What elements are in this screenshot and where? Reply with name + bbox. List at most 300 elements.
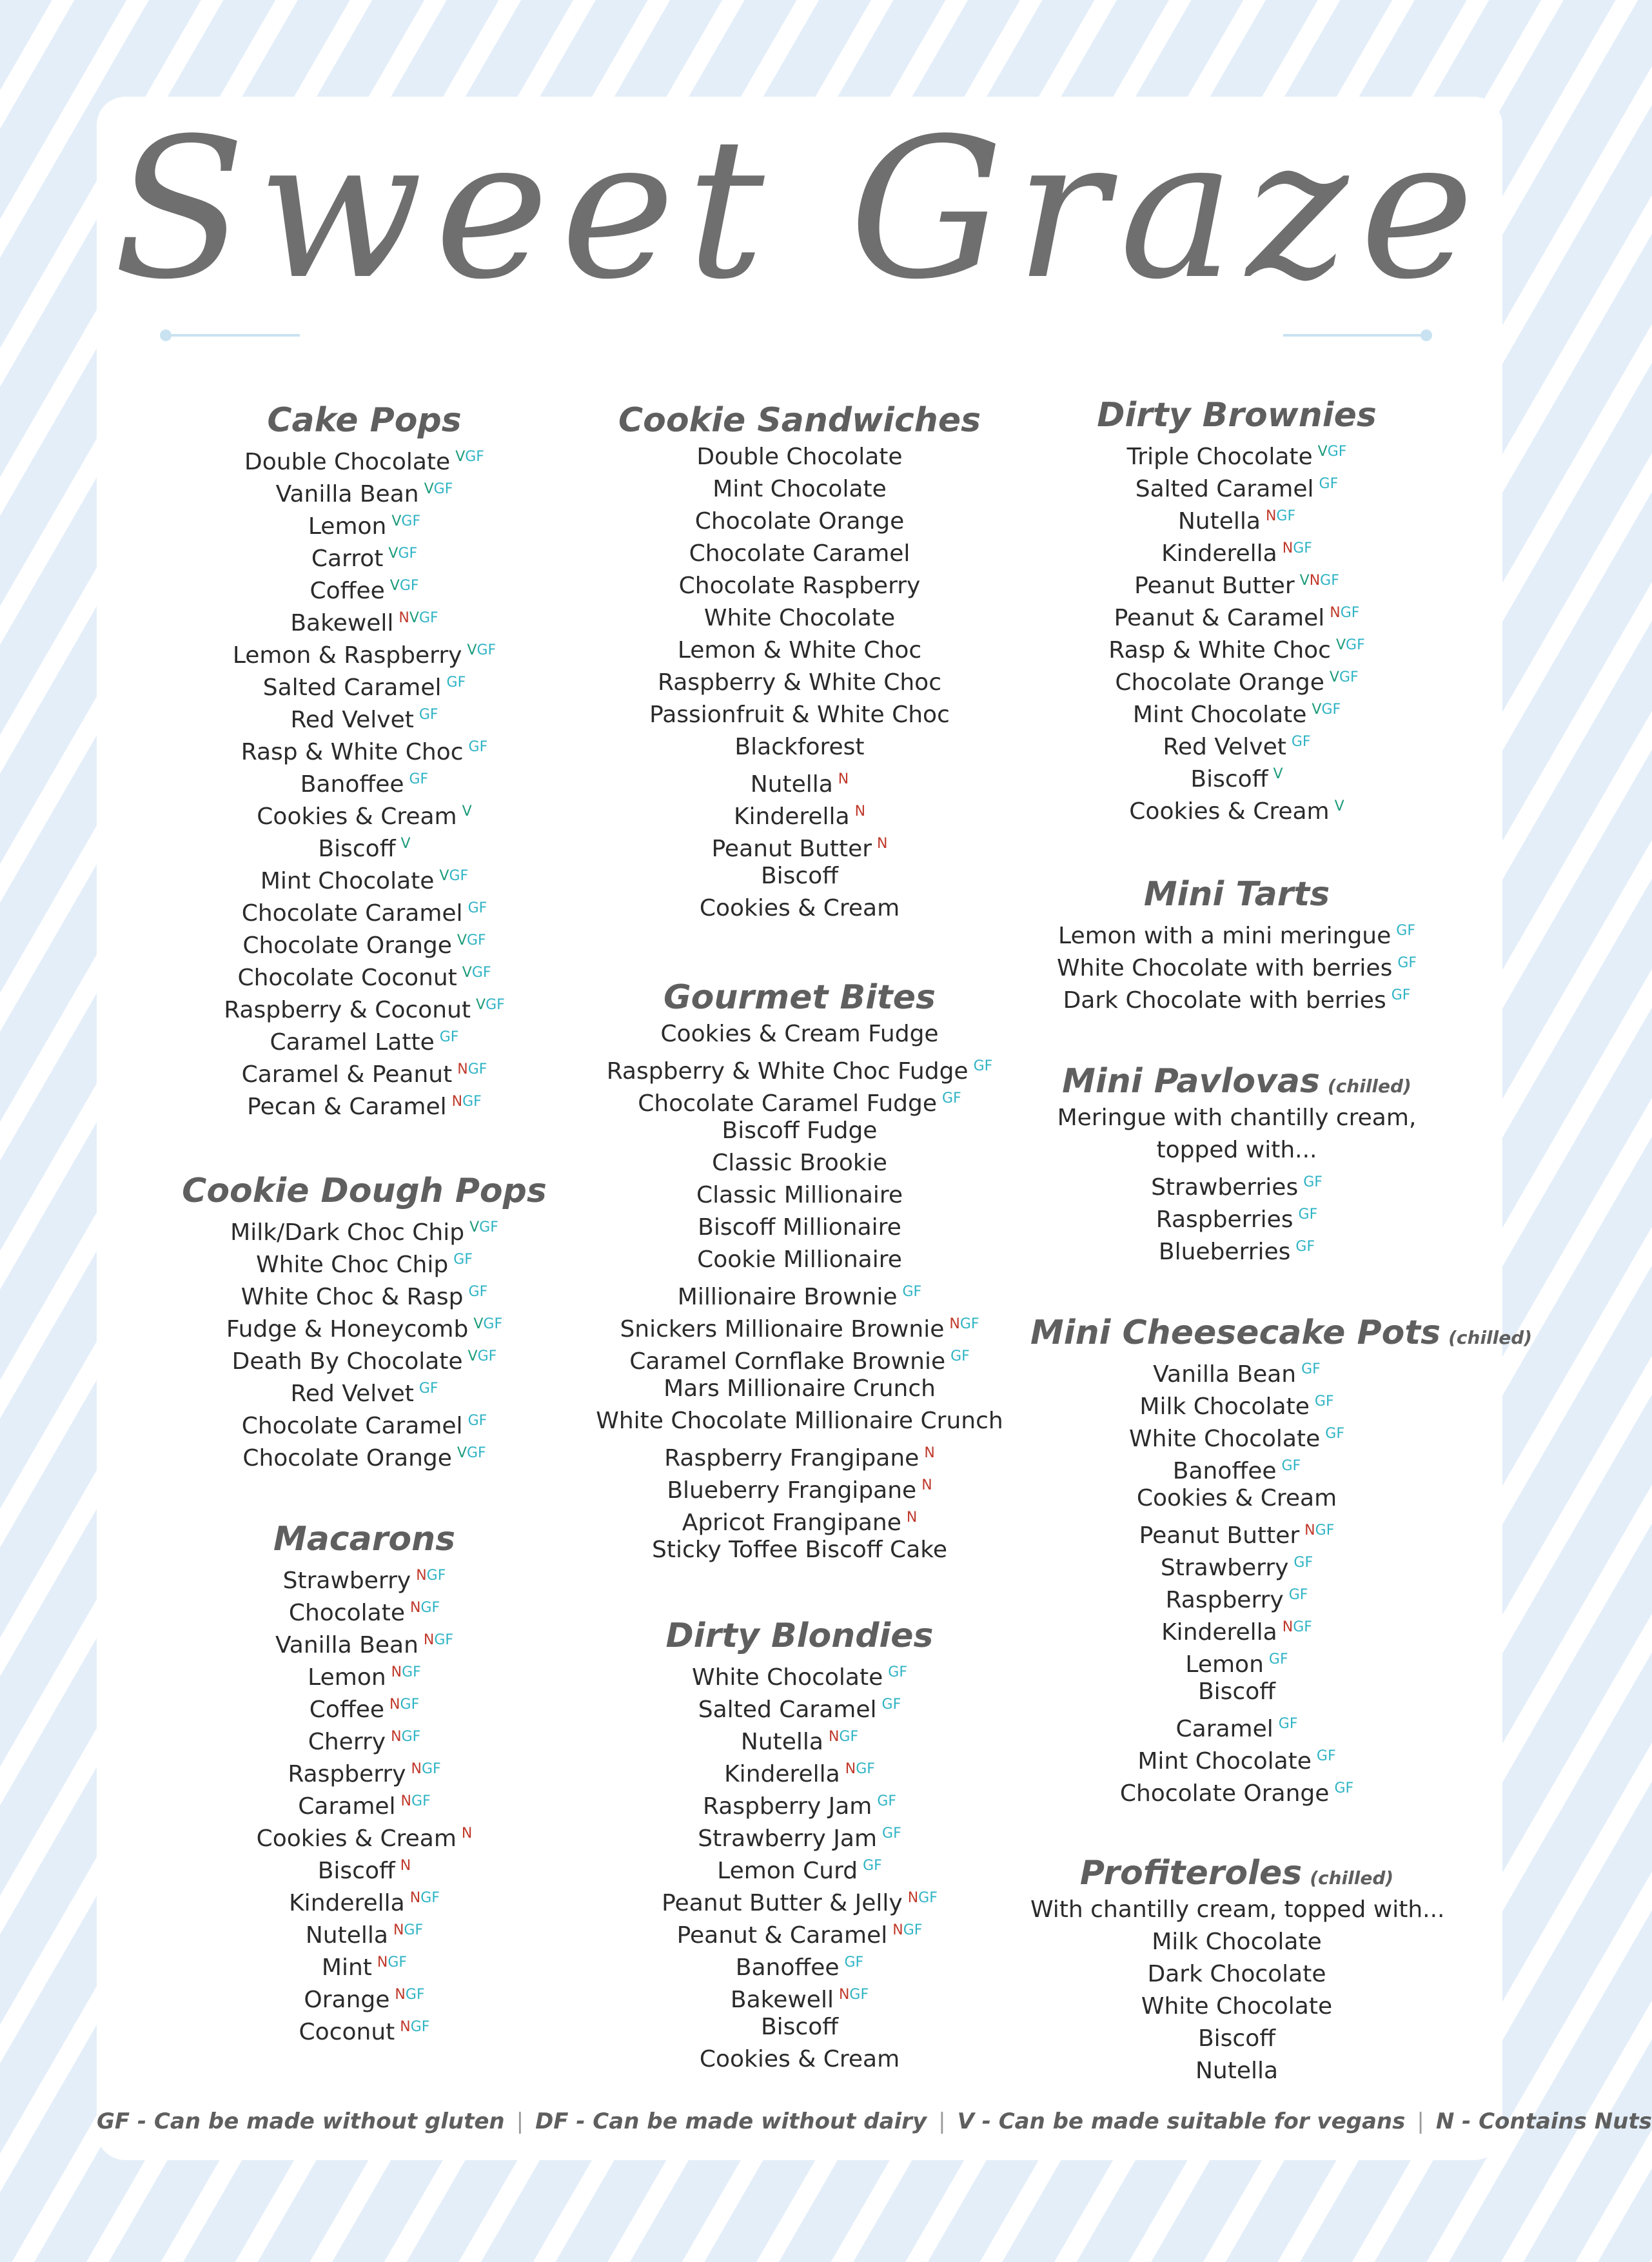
dietary-tag-letter: GF: [1391, 987, 1411, 1003]
dietary-tag-letter: GF: [409, 771, 429, 787]
dietary-tags: [1318, 444, 1347, 460]
menu-item: [593, 2043, 1006, 2076]
menu-item-name: Nutella: [1195, 2058, 1279, 2084]
dietary-tags: [453, 1252, 473, 1268]
dietary-tag-letter: N: [907, 1890, 919, 1906]
menu-item-name: Vanilla Bean: [1153, 1361, 1297, 1388]
menu-item: [1030, 694, 1443, 726]
dietary-tag-letter: GF: [1340, 605, 1360, 621]
dietary-tags: [424, 481, 453, 497]
dietary-tag-letter: N: [400, 2019, 411, 2035]
menu-item-name: Lemon Curd: [717, 1858, 858, 1884]
dietary-tag-letter: GF: [404, 1922, 424, 1938]
menu-item-name: Caramel Cornflake Brownie: [629, 1348, 946, 1375]
menu-item-name: Caramel Latte: [270, 1029, 435, 1056]
menu-item-name: Raspberry Frangipane: [664, 1445, 919, 1471]
dietary-tag-letter: GF: [1315, 1522, 1335, 1539]
dietary-tag-letter: V: [424, 481, 434, 497]
menu-item: [1030, 629, 1443, 662]
menu-item-name: Dark Chocolate with berries: [1063, 987, 1386, 1014]
menu-item-name: Kinderella: [724, 1761, 840, 1787]
dietary-tags: [457, 1061, 487, 1077]
dietary-tag-letter: GF: [1346, 637, 1365, 653]
menu-item: [158, 667, 571, 699]
dietary-tags: [467, 642, 496, 658]
dietary-tag-letter: N: [391, 1664, 402, 1680]
menu-section: [1030, 1312, 1533, 1807]
section-heading-note: (chilled): [1327, 1076, 1411, 1097]
menu-item-name: Chocolate Caramel Fudge: [638, 1090, 937, 1117]
dietary-tags: [1304, 1522, 1334, 1539]
menu-item: [593, 1689, 1006, 1721]
menu-item: [593, 892, 1006, 925]
menu-item: [593, 441, 1006, 473]
dietary-tag-letter: N: [398, 610, 409, 626]
menu-item: [593, 1147, 1006, 1179]
menu-item-name: Red Velvet: [290, 707, 414, 733]
dietary-tags: [974, 1058, 993, 1074]
dietary-tag-letter: N: [906, 1510, 918, 1526]
dietary-tags: [1295, 1239, 1315, 1255]
menu-item: [593, 1753, 1006, 1785]
dietary-tag-letter: GF: [467, 900, 487, 916]
menu-item-name: Strawberries: [1151, 1174, 1299, 1201]
dietary-tag-letter: GF: [462, 1094, 482, 1110]
menu-section: [593, 400, 1006, 925]
menu-item: [593, 602, 1006, 634]
menu-item: [158, 699, 571, 731]
menu-item-name: Milk Chocolate: [1152, 1929, 1322, 1955]
menu-item-name: Lemon: [1185, 1651, 1264, 1678]
dietary-tag-letter: GF: [888, 1664, 907, 1680]
dietary-tag-letter: GF: [466, 1445, 486, 1461]
dietary-tag-letter: GF: [453, 1252, 473, 1268]
dietary-tags: [882, 1825, 901, 1842]
dietary-tag-letter: GF: [405, 1987, 425, 2003]
menu-item-name: Biscoff: [760, 863, 839, 889]
legend-separator: |: [1417, 2109, 1424, 2134]
menu-item: [1030, 533, 1443, 565]
dietary-tags: [829, 1729, 858, 1745]
menu-item: [158, 989, 571, 1021]
section-heading: [1030, 1853, 1443, 1894]
dietary-tags: [398, 610, 438, 626]
dietary-tags: [416, 1568, 446, 1584]
section-heading-note: (chilled): [1310, 1867, 1394, 1889]
menu-item-name: Cookies & Cream Fudge: [660, 1021, 939, 1047]
menu-item: [593, 796, 1006, 828]
menu-item: [593, 1502, 1006, 1534]
menu-item: [158, 1560, 571, 1592]
menu-item-name: Cookies & Cream: [257, 803, 457, 830]
dietary-tag-letter: GF: [1320, 573, 1339, 589]
menu-item: [158, 473, 571, 506]
menu-item-name: Kinderella: [733, 803, 850, 830]
menu-item-name: Cookies & Cream: [1136, 1485, 1337, 1511]
menu-item-name: Triple Chocolate: [1126, 444, 1313, 470]
menu-section: [1030, 1853, 1443, 2087]
dietary-tags: [439, 868, 468, 884]
dietary-tag-letter: N: [838, 771, 849, 787]
dietary-tags: [908, 1890, 938, 1906]
dietary-tag-letter: GF: [1293, 1619, 1312, 1635]
dietary-tags: [455, 449, 484, 465]
dietary-tag-letter: N: [1282, 540, 1293, 556]
menu-item: [1030, 500, 1443, 533]
menu-item-name: Kinderella: [1161, 540, 1277, 567]
dietary-tag-letter: V: [391, 513, 402, 529]
dietary-tag-letter: GF: [420, 1890, 440, 1906]
dietary-tag-letter: GF: [1327, 444, 1347, 460]
dietary-tag-letter: GF: [1303, 1174, 1323, 1190]
section-heading-text: Mini Pavlovas: [1062, 1062, 1320, 1101]
menu-item-name: Raspberry: [1165, 1587, 1284, 1613]
menu-item: [158, 634, 571, 667]
menu-item-name: Mint Chocolate: [260, 868, 435, 894]
menu-item: [1030, 597, 1443, 629]
dietary-tag-letter: GF: [1319, 476, 1339, 492]
menu-item: [593, 860, 1006, 892]
dietary-tags: [468, 1413, 487, 1429]
menu-item: [158, 957, 571, 989]
dietary-tag-letter: GF: [856, 1761, 875, 1777]
menu-item-name: Double Chocolate: [244, 449, 451, 475]
menu-item: [593, 1470, 1006, 1502]
menu-item-name: Vanilla Bean: [275, 481, 419, 507]
dietary-tag-letter: GF: [420, 1600, 440, 1616]
menu-item-name: Raspberry & White Choc: [657, 669, 941, 696]
menu-item-name: Salted Caramel: [698, 1697, 877, 1723]
dietary-tag-letter: GF: [1268, 1651, 1288, 1667]
dietary-tag-letter: N: [391, 1729, 402, 1745]
dietary-tag-letter: GF: [839, 1729, 859, 1745]
dietary-tags: [419, 707, 438, 723]
section-heading-note: (chilled): [1448, 1327, 1533, 1348]
dietary-tag-letter: GF: [402, 1664, 421, 1680]
menu-item: [1030, 758, 1443, 791]
dietary-tag-letter: GF: [400, 1697, 420, 1713]
menu-item: [593, 1979, 1006, 2011]
menu-item-name: Salted Caramel: [262, 674, 442, 701]
dietary-tag-letter: GF: [1397, 955, 1417, 971]
menu-item: [593, 634, 1006, 667]
menu-item: [158, 1657, 571, 1689]
dietary-tags: [855, 803, 865, 820]
dietary-tags: [462, 803, 472, 820]
dietary-tag-letter: V: [1334, 798, 1344, 814]
menu-item: [593, 1437, 1006, 1470]
menu-item-name: Chocolate Orange: [1115, 669, 1324, 696]
menu-item: [593, 506, 1006, 538]
dietary-tags: [892, 1922, 922, 1938]
dietary-tags: [447, 674, 466, 691]
dietary-tag-letter: GF: [1339, 669, 1359, 685]
menu-item-name: Carrot: [311, 546, 384, 572]
menu-item-name: Mint Chocolate: [1132, 702, 1307, 728]
dietary-tag-letter: V: [476, 997, 486, 1013]
menu-item-name: Fudge & Honeycomb: [226, 1316, 469, 1342]
menu-item: [593, 1657, 1006, 1689]
menu-item: [593, 1534, 1006, 1566]
menu-item-name: Vanilla Bean: [275, 1632, 418, 1658]
dietary-tag-letter: GF: [1295, 1239, 1315, 1255]
dietary-tags: [838, 771, 849, 787]
title-rule-dot-left: [160, 329, 172, 341]
menu-item: [1030, 1676, 1443, 1708]
menu-item: [158, 1021, 571, 1054]
dietary-tags: [1330, 669, 1359, 685]
menu-item-name: White Chocolate: [1129, 1426, 1321, 1452]
dietary-tags: [1293, 1555, 1313, 1571]
dietary-tag-letter: N: [423, 1632, 435, 1648]
menu-item: [158, 1721, 571, 1753]
dietary-tags: [1335, 798, 1344, 814]
dietary-tag-letter: GF: [418, 610, 438, 626]
menu-item-name: White Chocolate Millionaire Crunch: [596, 1408, 1003, 1434]
dietary-tag-letter: N: [1265, 508, 1277, 524]
menu-item-name: White Chocolate with berries: [1056, 955, 1393, 981]
legend-item-n: N - Contains Nuts: [1435, 2109, 1652, 2134]
dietary-tag-letter: N: [1282, 1619, 1293, 1635]
menu-item-name: Millionaire Brownie: [677, 1284, 898, 1310]
dietary-tags: [452, 1094, 482, 1110]
menu-item-name: Strawberry: [1160, 1555, 1289, 1581]
dietary-tags: [1283, 540, 1312, 556]
dietary-tag-letter: GF: [1334, 1780, 1354, 1796]
menu-item-name: Salted Caramel: [1135, 476, 1314, 502]
menu-item-name: Raspberry Jam: [702, 1793, 872, 1820]
menu-item: [1030, 791, 1443, 823]
dietary-tag-letter: GF: [465, 449, 484, 465]
menu-item-name: topped with...: [1156, 1137, 1317, 1163]
menu-item-name: Red Velvet: [1163, 734, 1286, 760]
dietary-tag-letter: V: [400, 836, 411, 852]
dietary-tag-letter: GF: [877, 1793, 897, 1809]
dietary-tag-letter: N: [457, 1061, 468, 1077]
menu-item-name: Mars Millionaire Crunch: [664, 1375, 936, 1402]
menu-item: [1030, 1740, 1443, 1773]
menu-item-name: Banoffee: [1172, 1458, 1277, 1484]
menu-item: [158, 892, 571, 925]
dietary-tag-letter: GF: [863, 1858, 882, 1874]
dietary-tags: [468, 1348, 497, 1364]
menu-item-name: Lemon: [308, 1664, 386, 1691]
menu-item: [593, 1276, 1006, 1308]
section-heading-text: Mini Cheesecake Pots: [1030, 1313, 1441, 1352]
menu-item-name: Passionfruit & White Choc: [649, 702, 950, 728]
section-heading: [1030, 874, 1443, 915]
dietary-tags: [390, 578, 419, 594]
menu-item-name: Banoffee: [735, 1954, 840, 1981]
dietary-tag-letter: GF: [467, 1061, 487, 1077]
menu-item: [158, 602, 571, 634]
dietary-tag-letter: GF: [1281, 1458, 1301, 1474]
menu-item-name: Classic Brookie: [712, 1150, 887, 1176]
section-heading: [1030, 1312, 1533, 1353]
dietary-tag-letter: GF: [486, 997, 505, 1013]
dietary-tag-letter: N: [1304, 1522, 1315, 1539]
menu-item-name: Blueberries: [1158, 1239, 1291, 1265]
dietary-tag-letter: V: [1329, 669, 1339, 685]
dietary-tag-letter: GF: [1396, 923, 1415, 939]
dietary-tag-letter: V: [439, 868, 449, 884]
menu-item: [1030, 1644, 1443, 1676]
menu-item-name: Kinderella: [289, 1890, 405, 1916]
dietary-tags: [882, 1697, 901, 1713]
dietary-tag-letter: V: [1335, 637, 1346, 653]
dietary-tags: [409, 771, 429, 787]
menu-item: [158, 1308, 571, 1341]
section-heading-text: Dirty Brownies: [1097, 396, 1377, 435]
dietary-tag-letter: N: [400, 1793, 412, 1809]
menu-item-name: Peanut & Caramel: [1114, 605, 1325, 631]
dietary-tag-letter: N: [828, 1729, 840, 1745]
menu-item-name: Lemon: [308, 513, 387, 540]
section-heading-text: Gourmet Bites: [663, 978, 936, 1017]
menu-item: [593, 763, 1006, 796]
menu-item-name: Blueberry Frangipane: [667, 1477, 917, 1504]
menu-item: [593, 1405, 1006, 1437]
legend-item-df: DF - Can be made without dairy: [535, 2109, 927, 2134]
menu-item: [158, 763, 571, 796]
menu-item: [593, 1083, 1006, 1115]
dietary-tags: [1266, 508, 1295, 524]
dietary-tag-letter: GF: [882, 1825, 901, 1842]
dietary-tags: [462, 965, 491, 981]
menu-item: [158, 1244, 571, 1276]
dietary-tag-letter: V: [467, 1348, 478, 1364]
dietary-tag-letter: N: [393, 1922, 404, 1938]
menu-item-name: Rasp & White Choc: [1108, 637, 1331, 664]
dietary-tags: [473, 1316, 502, 1332]
dietary-tags: [391, 513, 420, 529]
dietary-tags: [950, 1348, 970, 1364]
dietary-tags: [1325, 1426, 1344, 1442]
dietary-tags: [839, 1987, 869, 2003]
dietary-tag-letter: GF: [903, 1922, 923, 1938]
menu-item-name: Mint Chocolate: [713, 476, 887, 502]
menu-item-name: Chocolate Caramel: [241, 1413, 463, 1439]
menu-item-name: Caramel & Peanut: [241, 1061, 453, 1088]
dietary-tags: [877, 836, 887, 852]
menu-item-name: Red Velvet: [290, 1381, 414, 1407]
menu-item-name: Cookie Millionaire: [697, 1246, 902, 1273]
menu-item: [593, 1785, 1006, 1818]
menu-section: [158, 1170, 571, 1470]
dietary-tag-letter: N: [838, 1987, 850, 2003]
dietary-tag-letter: V: [1317, 444, 1328, 460]
menu-item: [1030, 1482, 1443, 1515]
menu-section: [1030, 1061, 1443, 1263]
menu-item-name: Lemon & Raspberry: [232, 642, 462, 669]
dietary-tags: [1334, 1780, 1353, 1796]
dietary-tags: [476, 997, 505, 1013]
dietary-tag-letter: V: [388, 546, 398, 562]
menu-item: [158, 1592, 571, 1624]
dietary-tag-letter: GF: [398, 546, 418, 562]
menu-item: [158, 1818, 571, 1850]
menu-item: [593, 731, 1006, 763]
menu-item-name: Peanut Butter: [711, 836, 872, 862]
menu-item: [593, 2011, 1006, 2043]
menu-item: [1030, 2023, 1443, 2055]
section-heading-text: Cookie Dough Pops: [182, 1172, 547, 1210]
dietary-tags: [391, 1664, 421, 1680]
dietary-tags: [1317, 1748, 1336, 1764]
dietary-tags: [1279, 1716, 1298, 1732]
dietary-tag-letter: V: [462, 965, 472, 981]
menu-section: [1030, 874, 1443, 1012]
section-heading-text: Dirty Blondies: [665, 1617, 934, 1655]
menu-item-name: Lemon with a mini meringue: [1058, 923, 1391, 949]
menu-item: [1030, 1547, 1443, 1579]
menu-item-name: With chantilly cream, topped with...: [1030, 1896, 1445, 1923]
menu-item-name: Biscoff: [1190, 766, 1268, 792]
menu-item-name: White Chocolate: [703, 605, 896, 631]
menu-item: [1030, 1134, 1443, 1166]
menu-item-name: Sticky Toffee Biscoff Cake: [652, 1537, 947, 1563]
menu-item-name: Pecan & Caramel: [247, 1094, 447, 1120]
dietary-tags: [410, 1600, 440, 1616]
menu-item: [1030, 1894, 1443, 1926]
menu-item-name: Biscoff Millionaire: [698, 1214, 901, 1241]
menu-item-name: White Choc & Rasp: [241, 1284, 464, 1310]
menu-item: [158, 1689, 571, 1721]
menu-item-name: Raspberry & Coconut: [224, 997, 471, 1023]
dietary-tags: [1301, 1361, 1321, 1377]
dietary-tag-letter: GF: [477, 1348, 497, 1364]
dietary-tag-letter: N: [377, 1954, 388, 1971]
dietary-tags: [391, 1729, 420, 1745]
menu-item-name: Double Chocolate: [696, 444, 903, 470]
menu-item-name: Peanut & Caramel: [676, 1922, 888, 1949]
dietary-tag-letter: GF: [1288, 1587, 1308, 1603]
menu-item: [1030, 1515, 1443, 1547]
menu-item: [158, 1212, 571, 1244]
menu-item: [593, 1179, 1006, 1212]
dietary-tag-letter: GF: [477, 642, 497, 658]
title-rule-left: [164, 334, 300, 337]
menu-item: [593, 699, 1006, 731]
dietary-tags: [845, 1761, 875, 1777]
menu-item-name: Milk/Dark Choc Chip: [230, 1219, 465, 1246]
dietary-tag-letter: N: [892, 1922, 903, 1938]
dietary-tags: [1396, 923, 1415, 939]
menu-item: [158, 731, 571, 763]
menu-item-name: Nutella: [750, 771, 833, 798]
dietary-tags: [469, 739, 488, 755]
menu-item-name: Chocolate Caramel: [689, 540, 910, 567]
menu-item: [1030, 947, 1443, 979]
menu-item-name: Cookies & Cream: [699, 2046, 900, 2072]
menu-item-name: Orange: [304, 1987, 390, 2013]
menu-item: [158, 2011, 571, 2043]
menu-item: [158, 1979, 571, 2011]
menu-item-name: Chocolate Orange: [694, 508, 905, 535]
dietary-tag-letter: GF: [388, 1954, 408, 1971]
dietary-tag-letter: GF: [446, 674, 466, 691]
legend-separator: |: [516, 2109, 524, 2134]
dietary-tags: [921, 1477, 932, 1493]
section-heading: [1030, 395, 1443, 436]
dietary-tags: [401, 1793, 431, 1809]
dietary-tag-letter: GF: [467, 1413, 487, 1429]
dietary-tag-letter: N: [1330, 605, 1341, 621]
menu-item-name: Bakewell: [730, 1987, 834, 2013]
menu-item: [158, 1914, 571, 1947]
dietary-tag-letter: GF: [479, 1219, 498, 1235]
menu-item-name: White Chocolate: [692, 1664, 883, 1691]
